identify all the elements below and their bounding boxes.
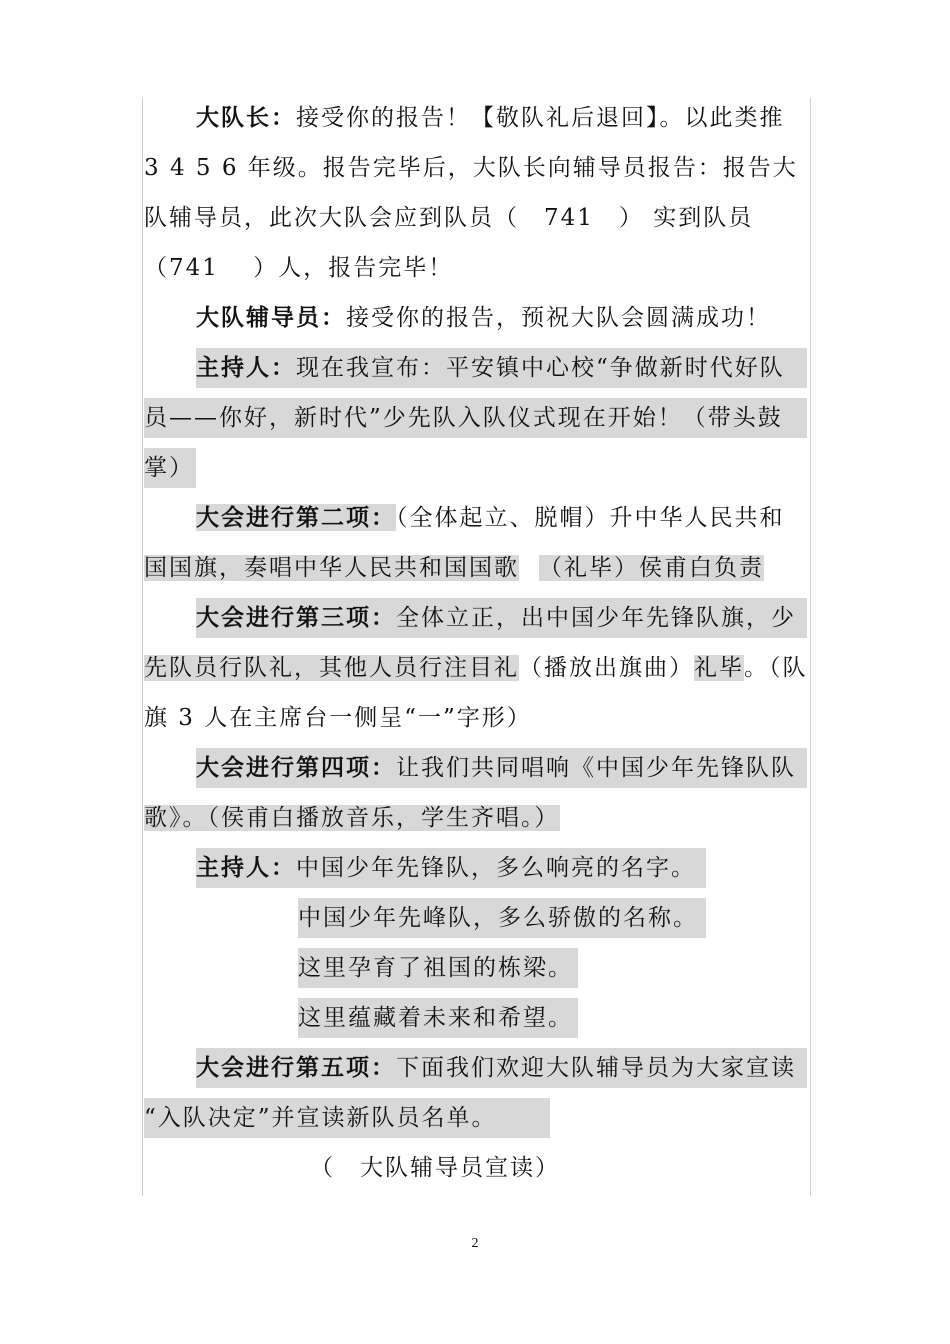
speaker-label: 大队长： bbox=[196, 104, 296, 131]
text-line: 这里孕育了祖国的栋梁。 bbox=[298, 948, 578, 988]
text-line: 这里蕴藏着未来和希望。 bbox=[298, 998, 578, 1038]
speaker-label: 大会进行第五项： bbox=[196, 1054, 396, 1081]
text-line: 大会进行第二项：（全体起立、脱帽）升中华人民共和 bbox=[196, 504, 785, 531]
page-number: 2 bbox=[471, 1236, 479, 1251]
text-line: 大会进行第四项：让我们共同唱响《中国少年先锋队队 bbox=[196, 748, 807, 788]
text-line: 歌》。（侯甫白播放音乐，学生齐唱。） bbox=[144, 805, 560, 831]
speaker-label: 大队辅导员： bbox=[196, 304, 346, 331]
speaker-label: 大会进行第三项： bbox=[196, 604, 396, 631]
text-line: 国国旗，奏唱中华人民共和国国歌 （礼毕）侯甫白负责 bbox=[144, 555, 764, 581]
text-line: 队辅导员，此次大队会应到队员（ 741 ） 实到队员 bbox=[144, 205, 754, 231]
text-line: 主持人：中国少年先锋队，多么响亮的名字。 bbox=[196, 848, 706, 888]
text-line: （ 大队辅导员宣读） bbox=[310, 1155, 560, 1181]
text-line: 旗 3 人在主席台一侧呈“一”字形） bbox=[144, 705, 532, 731]
text-line: “入队决定”并宣读新队员名单。 bbox=[144, 1098, 550, 1138]
text-line: 大会进行第五项：下面我们欢迎大队辅导员为大家宣读 bbox=[196, 1048, 807, 1088]
speaker-label: 大会进行第二项： bbox=[196, 504, 396, 531]
text-line: 大队辅导员：接受你的报告，预祝大队会圆满成功！ bbox=[196, 304, 771, 331]
text-line: 3 4 5 6 年级。报告完毕后，大队长向辅导员报告：报告大 bbox=[144, 155, 798, 181]
text-line: 大会进行第三项：全体立正，出中国少年先锋队旗，少 bbox=[196, 598, 807, 638]
text-line: 员——你好，新时代”少先队入队仪式现在开始！（带头鼓 bbox=[144, 398, 807, 438]
text-line: 大队长：接受你的报告！【敬队礼后退回】。以此类推 bbox=[196, 104, 785, 131]
speaker-label: 大会进行第四项： bbox=[196, 754, 396, 781]
text-line: 中国少年先峰队，多么骄傲的名称。 bbox=[298, 898, 706, 938]
text-line: 先队员行队礼，其他人员行注目礼（播放出旗曲）礼毕。（队 bbox=[144, 655, 808, 681]
text-line: 掌） bbox=[144, 448, 196, 488]
speaker-label: 主持人： bbox=[196, 354, 296, 381]
text-line: 主持人：现在我宣布：平安镇中心校“争做新时代好队 bbox=[196, 348, 807, 388]
text-line: （741 ）人，报告完毕！ bbox=[144, 255, 454, 281]
speaker-label: 主持人： bbox=[196, 854, 296, 881]
